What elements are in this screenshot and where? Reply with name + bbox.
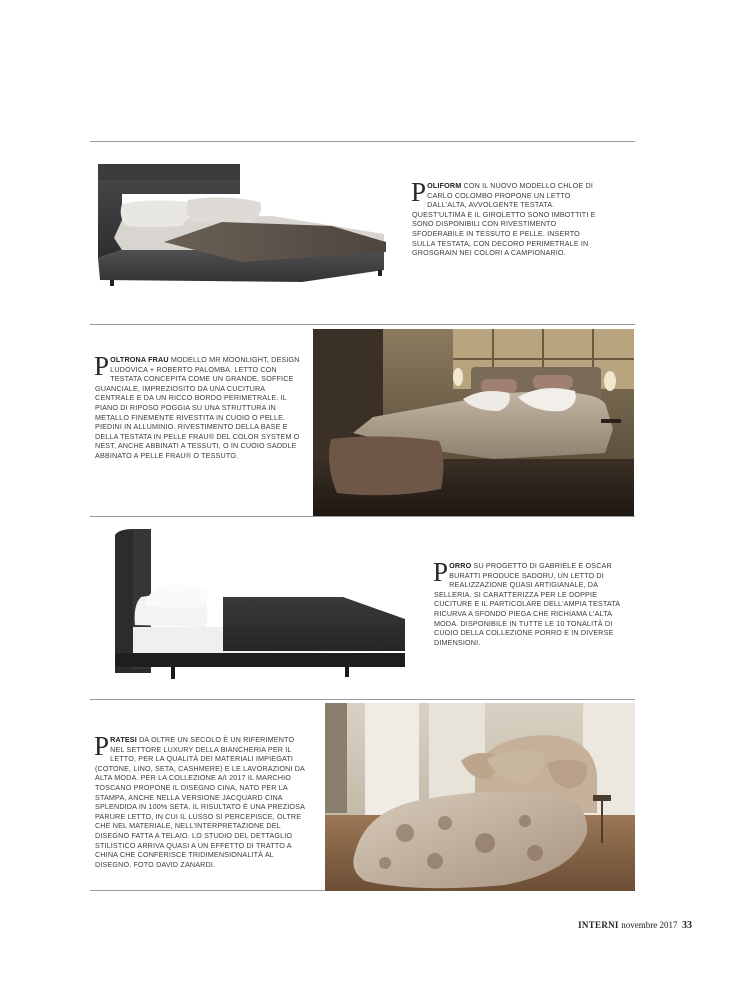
body-text: MODELLO MR MOONLIGHT, DESIGN LUDOVICA + ROBERTO PALOMBA. LETTO CON TESTATA CONCEPITA COME UN GRANDE, SOFFICE GUANCIALE, IMPREZIOSITO DA UNA CUCITURA CENTRALE E DA UN RICCO BORDO PERIMETRALE. IL PIANO DI RIPOSO POGGIA SU UNA STRUTTURA IN METALLO FINEMENTE RIVESTITA IN CUOIO O PELLE. PIEDINI IN ALLUMINIO. RIVESTIMENTO DELLA BASE E DELLA TESTATA IN PELLE FRAU® DEL COLOR SYSTEM O NEST, ANCHE ABBINATI A TESSUTI, O IN CUOIO SADDLE ABBINATO A PELLE FRAU® O TESSUTO. bbox=[95, 355, 300, 460]
porro-bed-photo bbox=[113, 527, 409, 682]
body-text: SU PROGETTO DI GABRIELE E OSCAR BURATTI PRODUCE SADORU, UN LETTO DI REALIZZAZIONE QUASI ARTIGIANALE, DA SELLERIA. SI CARATTERIZZA PER LE DOPPIE CUCITURE E IL PARTICOLARE DELL'AMPIA TESTATA RICURVA A SFONDO PIEGA CHE RICHIAMA L'ALTA MODA. DISPONIBILE IN TUTTE LE 10 TONALITÀ DI CUOIO DELLA COLLEZIONE PORRO E IN DIVERSE DIMENSIONI. bbox=[434, 561, 620, 647]
drop-cap: P bbox=[94, 731, 110, 761]
page-number: 33 bbox=[682, 920, 692, 931]
divider bbox=[90, 141, 635, 142]
body-text: DA OLTRE UN SECOLO È UN RIFERIMENTO NEL SETTORE LUXURY DELLA BIANCHERIA PER IL LETTO, PER LA QUALITÀ DEI MATERIALI IMPIEGATI (COTONE, LINO, SETA, CASHMERE) E LE LAVORAZIONI DA ALTA MODA. PER LA COLLEZIONE A/I 2017 IL MARCHIO TOSCANO PROPONE IL DISEGNO CINA, NATO PER LA STAMPA, ANCHE NELLA VERSIONE JACQUARD CINA SPLENDIDA IN 100% SETA. IL RISULTATO È UNA PREZIOSA PARURE LETTO, IN CUI IL LUSSO SI PERCEPISCE, OLTRE CHE NEL MATERIALE, NELL'INTERPRETAZIONE DEL DISEGNO FATTA A TELAIO. LO STUDIO DEL DETTAGLIO STILISTICO ARRIVA QUASI A UN EFFETTO DI TRATTO A CHINA CHE CONFERISCE TRIDIMENSIONALITÀ AL DISEGNO. FOTO DAVID ZANARDI. bbox=[95, 735, 305, 869]
poltrona-frau-description bbox=[94, 351, 303, 461]
magazine-name: INTERNI bbox=[578, 920, 619, 930]
porro-description bbox=[433, 557, 626, 647]
divider bbox=[90, 699, 635, 700]
divider bbox=[90, 516, 635, 517]
brand-name: ORRO bbox=[449, 561, 472, 570]
poliform-bed-photo bbox=[92, 150, 392, 300]
drop-cap: P bbox=[94, 351, 110, 381]
divider bbox=[90, 324, 635, 325]
drop-cap: P bbox=[433, 557, 449, 587]
body-text: CON IL NUOVO MODELLO CHLOE DI CARLO COLOMBO PROPONE UN LETTO DALL'ALTA, AVVOLGENTE TESTATA. QUEST'ULTIMA E IL GIROLETTO SONO IMBOTTITI E SONO DISPONIBILI CON RIVESTIMENTO SFODERABILE IN TESSUTO E PELLE. INSERTO SULLA TESTATA, CON DECORO PERIMETRALE IN GROSGRAIN NEI COLORI A CAMPIONARIO. bbox=[412, 181, 596, 258]
poliform-description bbox=[411, 177, 604, 258]
issue-date: novembre 2017 bbox=[621, 920, 678, 930]
brand-name: OLTRONA FRAU bbox=[110, 355, 169, 364]
pratesi-bedroom-photo bbox=[325, 703, 635, 891]
brand-name: OLIFORM bbox=[427, 181, 462, 190]
brand-name: RATESI bbox=[110, 735, 137, 744]
page-footer bbox=[578, 920, 692, 931]
poltrona-frau-bedroom-photo bbox=[313, 329, 634, 516]
drop-cap: P bbox=[411, 177, 427, 207]
pratesi-description bbox=[94, 731, 310, 869]
